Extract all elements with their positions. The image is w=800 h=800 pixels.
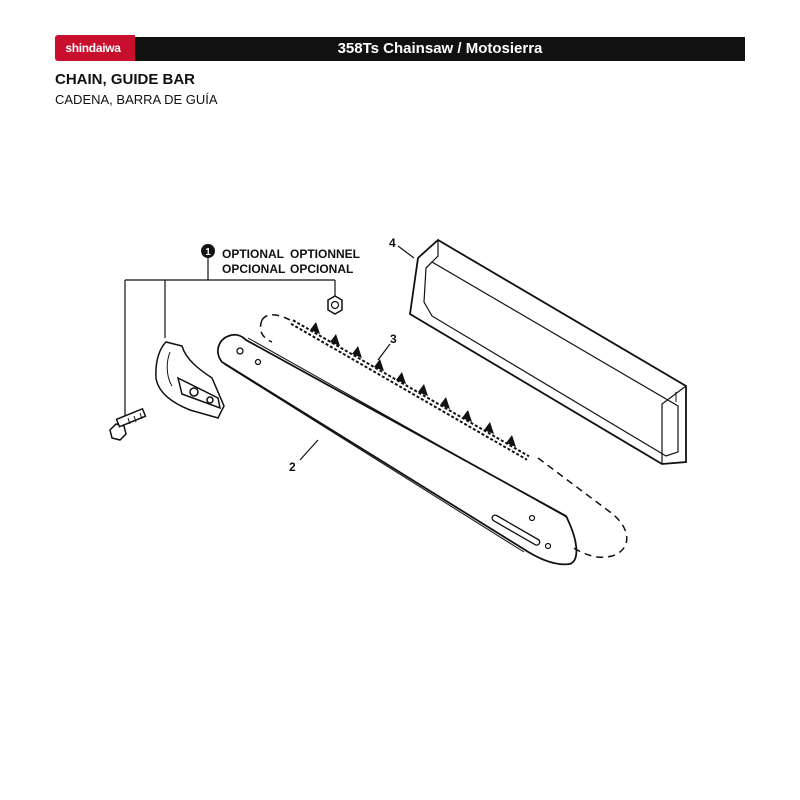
optional-label-es-1: OPCIONAL [222,262,286,276]
nut-part [328,296,342,314]
optional-marker-number: 1 [205,247,211,258]
optional-label-es-2: OPCIONAL [290,262,354,276]
bolt-part [110,409,145,440]
page-title: 358Ts Chainsaw / Motosierra [337,40,543,57]
callout-2 [289,440,318,474]
bumper-spike-part [156,342,224,418]
optional-label-en: OPTIONAL [222,247,284,261]
section-title: CHAIN, GUIDE BAR [55,71,196,88]
brand-logo-text: shindaiwa [65,41,121,55]
section-subtitle: CADENA, BARRA DE GUÍA [55,92,218,107]
optional-note [201,244,360,276]
callout-3 [378,332,397,360]
optional-label-fr: OPTIONNEL [290,247,361,261]
callout-2-number: 2 [289,460,296,474]
bar-cover-part [410,240,686,464]
callout-3-number: 3 [390,332,397,346]
callout-4-number: 4 [389,236,396,250]
callout-4 [389,236,414,258]
